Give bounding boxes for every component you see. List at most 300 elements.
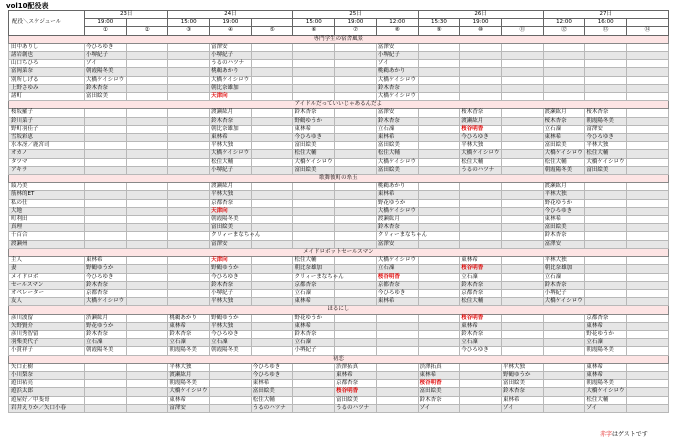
- cast-cell: 富田絵美: [210, 224, 252, 232]
- cast-cell: 小堺紀子: [376, 52, 418, 60]
- time-header: 19:00: [85, 19, 127, 27]
- show-number: ⑥: [293, 27, 335, 35]
- cast-cell: [293, 371, 335, 379]
- cast-cell: 朝比奈雄加: [293, 265, 335, 273]
- cast-cell: [126, 158, 168, 166]
- cast-cell: [126, 216, 168, 224]
- cast-cell: [418, 273, 460, 281]
- cast-cell: [418, 330, 460, 338]
- cast-cell: [501, 314, 543, 322]
- cast-cell: [501, 142, 543, 150]
- cast-cell: [418, 134, 460, 142]
- cast-cell: 野鶴ゆうか: [293, 117, 335, 125]
- cast-cell: [501, 281, 543, 289]
- cast-cell: 小堺紀子: [210, 52, 252, 60]
- cast-cell: 大橋ケイシロウ: [293, 158, 335, 166]
- cast-cell: 東林希: [376, 134, 418, 142]
- cast-cell: [85, 109, 127, 117]
- cast-cell: [251, 84, 293, 92]
- cast-cell: [168, 232, 210, 240]
- cast-row: [9, 281, 669, 289]
- cast-cell: 松住大輔: [585, 396, 627, 404]
- cast-cell: [335, 158, 377, 166]
- cast-cell: [501, 183, 543, 191]
- cast-cell: [335, 265, 377, 273]
- cast-row: [9, 93, 669, 101]
- cast-cell: [335, 216, 377, 224]
- cast-cell: [85, 166, 127, 174]
- cast-row: [9, 117, 669, 125]
- cast-cell: [501, 265, 543, 273]
- cast-cell: クリィーまなちゃん: [294, 273, 344, 280]
- cast-cell: 東林希: [335, 371, 377, 379]
- cast-cell: [168, 142, 210, 150]
- cast-cell: 平林大独: [168, 363, 210, 371]
- cast-cell: [126, 68, 168, 76]
- cast-cell: [293, 224, 335, 232]
- cast-cell: 富澤安: [168, 404, 210, 412]
- cast-cell: [460, 380, 502, 388]
- cast-cell: [251, 199, 293, 207]
- show-number: ⑦: [335, 27, 377, 35]
- cast-cell: [251, 322, 293, 330]
- cast-cell: 渡瀬紘月: [543, 109, 585, 117]
- role-name: 田中ありし: [9, 43, 85, 51]
- time-header: [627, 19, 669, 27]
- cast-cell: [501, 322, 543, 330]
- cast-cell: 富田絵美: [376, 142, 418, 150]
- cast-cell: [376, 388, 418, 396]
- cast-cell: 小堺紀子: [210, 166, 252, 174]
- cast-cell: 大橋ケイシロウ: [460, 150, 502, 158]
- role-name: 遊屋好／甲斐哥: [9, 396, 85, 404]
- cast-cell: [335, 207, 377, 215]
- cast-cell: [251, 330, 293, 338]
- cast-cell: [251, 109, 293, 117]
- show-number: ⑬: [585, 27, 627, 35]
- cast-cell: 東林希: [168, 396, 210, 404]
- cast-cell: 鈴木杏奈: [418, 396, 460, 404]
- cast-cell: [543, 330, 585, 338]
- cast-cell: [335, 93, 377, 101]
- cast-cell: 渡瀬紘月: [210, 109, 252, 117]
- cast-cell: 今ひろゆき: [85, 273, 127, 281]
- role-name: 友人: [9, 298, 85, 306]
- cast-cell: 東林希: [501, 396, 543, 404]
- cast-cell: [501, 117, 543, 125]
- cast-cell: クリィーまなちゃん: [211, 232, 261, 239]
- cast-cell: [85, 224, 127, 232]
- cast-cell: 天津向: [210, 257, 252, 265]
- cast-cell: 桜谷明香: [376, 273, 418, 281]
- cast-cell: [460, 363, 502, 371]
- cast-cell: 立石凜: [168, 339, 210, 347]
- cast-cell: [85, 363, 127, 371]
- cast-cell: [168, 199, 210, 207]
- cast-cell: 鈴木杏奈: [210, 281, 252, 289]
- cast-cell: [501, 93, 543, 101]
- cast-cell: 朝霞陽冬美: [585, 347, 627, 355]
- cast-cell: [126, 404, 168, 412]
- cast-cell: 渡瀬紘月: [543, 183, 585, 191]
- show-number: ①: [85, 27, 127, 35]
- cast-cell: [251, 76, 293, 84]
- cast-cell: [126, 330, 168, 338]
- role-name: 千百合: [9, 232, 85, 240]
- cast-cell: [627, 265, 669, 273]
- cast-cell: [168, 289, 210, 297]
- cast-cell: [85, 396, 127, 404]
- cast-cell: [168, 76, 210, 84]
- cast-cell: [126, 371, 168, 379]
- cast-cell: [168, 84, 210, 92]
- time-header: 15:00: [293, 19, 335, 27]
- cast-cell: [168, 150, 210, 158]
- cast-cell: [501, 52, 543, 60]
- cast-cell: [543, 339, 585, 347]
- cast-cell: [585, 257, 627, 265]
- cast-cell: [501, 166, 543, 174]
- cast-cell: [460, 60, 502, 68]
- cast-cell: [168, 273, 210, 281]
- cast-row: [9, 396, 669, 404]
- cast-cell: [627, 84, 669, 92]
- role-name: 妻: [9, 265, 85, 273]
- cast-cell: [126, 257, 168, 265]
- cast-cell: ゾイ: [501, 404, 543, 412]
- cast-cell: [168, 265, 210, 273]
- cast-cell: 野花ゆうか: [543, 199, 585, 207]
- cast-cell: 平林大独: [210, 142, 252, 150]
- cast-cell: [418, 150, 460, 158]
- cast-cell: [293, 232, 335, 240]
- role-name: 諸町: [9, 93, 85, 101]
- show-number: ⑭: [627, 27, 669, 35]
- cast-cell: 野花ゆうか: [376, 199, 418, 207]
- cast-cell: [251, 216, 293, 224]
- show-number: ⑫: [543, 27, 585, 35]
- section-title: アイドルだっていいじゃあるんだよ: [9, 101, 669, 109]
- cast-cell: [460, 207, 502, 215]
- cast-cell: [85, 380, 127, 388]
- cast-cell: 朝霞陽冬美: [85, 347, 127, 355]
- cast-cell: [85, 134, 127, 142]
- cast-cell: [501, 289, 543, 297]
- cast-cell: 東林希: [543, 134, 585, 142]
- cast-cell: [376, 371, 418, 379]
- role-name: 岩井えりか／矢口小春: [9, 404, 85, 412]
- cast-cell: [501, 109, 543, 117]
- cast-cell: [460, 240, 502, 248]
- section-title: 専門学生の宿舎風景: [9, 35, 669, 43]
- cast-cell: 東林希: [210, 134, 252, 142]
- cast-cell: [627, 396, 669, 404]
- cast-cell: [627, 314, 669, 322]
- cast-cell: 富澤安: [543, 240, 585, 248]
- cast-cell: [251, 52, 293, 60]
- cast-cell: [251, 43, 293, 51]
- cast-cell: 今ひろゆき: [251, 371, 293, 379]
- cast-cell: [418, 240, 460, 248]
- cast-cell: [335, 224, 377, 232]
- cast-cell: [126, 191, 168, 199]
- cast-cell: 朝霞陽冬美: [85, 68, 127, 76]
- cast-cell: [543, 322, 585, 330]
- cast-cell: [126, 232, 168, 240]
- cast-cell: 富澤安: [585, 125, 627, 133]
- section-header-row: [9, 306, 669, 314]
- cast-cell: [460, 191, 502, 199]
- time-header: [126, 19, 168, 27]
- cast-cell: [126, 84, 168, 92]
- cast-cell: [85, 216, 127, 224]
- cast-cell: 朝霞陽冬美: [585, 380, 627, 388]
- cast-cell: 東林希: [460, 322, 502, 330]
- cast-cell: [627, 347, 669, 355]
- cast-cell: [168, 216, 210, 224]
- cast-cell: [335, 134, 377, 142]
- role-name: 野町羽佳子: [9, 125, 85, 133]
- cast-cell: [293, 207, 335, 215]
- role-name: 別所しげる: [9, 76, 85, 84]
- cast-row: [9, 240, 669, 248]
- cast-row: [9, 84, 669, 92]
- cast-cell: [627, 380, 669, 388]
- cast-cell: [85, 404, 127, 412]
- cast-cell: [627, 388, 669, 396]
- cast-cell: [293, 363, 335, 371]
- cast-cell: [418, 117, 460, 125]
- cast-row: [9, 404, 669, 412]
- cast-row: [9, 224, 669, 232]
- cast-cell: [585, 298, 627, 306]
- cast-cell: [126, 281, 168, 289]
- time-header: 19:00: [335, 19, 377, 27]
- cast-cell: [627, 150, 669, 158]
- cast-cell: [168, 281, 210, 289]
- cast-cell: 立石凜: [585, 339, 627, 347]
- cast-cell: 大橋ケイシロウ: [210, 150, 252, 158]
- date-header: 25日: [293, 11, 418, 19]
- cast-cell: [126, 60, 168, 68]
- cast-row: [9, 183, 669, 191]
- section-header-row: [9, 175, 669, 183]
- cast-cell: [627, 330, 669, 338]
- cast-cell: [627, 68, 669, 76]
- cast-cell: [293, 93, 335, 101]
- cast-cell: [585, 52, 627, 60]
- cast-cell: [293, 68, 335, 76]
- cast-cell: [293, 216, 335, 224]
- cast-cell: [543, 380, 585, 388]
- cast-row: [9, 216, 669, 224]
- cast-cell: [168, 125, 210, 133]
- role-name: 小賞祥子: [9, 347, 85, 355]
- cast-cell: 桃鵜あかり: [376, 68, 418, 76]
- cast-cell: [543, 314, 585, 322]
- section-title: ほるにし: [9, 306, 669, 314]
- cast-cell: [85, 117, 127, 125]
- role-name: 桜坂羅子: [9, 109, 85, 117]
- role-name: 矢野賢介: [9, 322, 85, 330]
- cast-cell: [418, 216, 460, 224]
- section-title: 初恋: [9, 355, 669, 363]
- role-name: 小川梨奈: [9, 371, 85, 379]
- cast-cell: [251, 150, 293, 158]
- cast-cell: 東林希: [585, 363, 627, 371]
- cast-row: [9, 158, 669, 166]
- cast-cell: 大橋ケイシロウ: [376, 158, 418, 166]
- cast-cell: [585, 76, 627, 84]
- cast-cell: [543, 396, 585, 404]
- cast-cell: [543, 52, 585, 60]
- cast-cell: [585, 43, 627, 51]
- cast-cell: 大橋ケイシロウ: [543, 150, 585, 158]
- cast-cell: [585, 93, 627, 101]
- cast-cell: 大橋ケイシロウ: [376, 257, 418, 265]
- cast-cell: [335, 240, 377, 248]
- cast-cell: [460, 404, 502, 412]
- cast-cell: [501, 84, 543, 92]
- cast-cell: [251, 224, 293, 232]
- cast-cell: 松住大輔: [460, 298, 502, 306]
- cast-cell: [126, 339, 168, 347]
- cast-row: [9, 347, 669, 355]
- cast-cell: [293, 183, 335, 191]
- cast-cell: 立石凜: [460, 339, 502, 347]
- cast-cell: 鈴木杏奈: [543, 232, 585, 240]
- date-header: 27日: [543, 11, 668, 19]
- cast-cell: 渋澤拓真: [418, 363, 460, 371]
- cast-cell: [501, 232, 543, 240]
- cast-cell: [585, 60, 627, 68]
- cast-cell: [418, 191, 460, 199]
- cast-cell: [126, 76, 168, 84]
- cast-cell: [85, 183, 127, 191]
- cast-cell: [251, 125, 293, 133]
- cast-cell: [251, 273, 293, 281]
- cast-cell: [418, 52, 460, 60]
- cast-cell: [335, 84, 377, 92]
- time-header: [501, 19, 543, 27]
- cast-cell: [460, 216, 502, 224]
- cast-cell: [460, 232, 502, 240]
- show-number: ④: [210, 27, 252, 35]
- cast-cell: 桃鵜あかり: [376, 183, 418, 191]
- cast-cell: [251, 314, 293, 322]
- cast-cell: [627, 240, 669, 248]
- cast-cell: [627, 166, 669, 174]
- cast-cell: [627, 281, 669, 289]
- cast-cell: [85, 150, 127, 158]
- cast-cell: [293, 60, 335, 68]
- cast-cell: [418, 224, 460, 232]
- cast-cell: [335, 166, 377, 174]
- cast-cell: [543, 404, 585, 412]
- cast-cell: [627, 60, 669, 68]
- cast-cell: [126, 289, 168, 297]
- cast-cell: [627, 322, 669, 330]
- cast-row: [9, 322, 669, 330]
- cast-cell: [585, 199, 627, 207]
- cast-row: [9, 371, 669, 379]
- cast-cell: [293, 404, 335, 412]
- cast-cell: 朝霞陽冬美: [168, 380, 210, 388]
- cast-cell: [251, 298, 293, 306]
- cast-cell: [85, 371, 127, 379]
- cast-cell: [126, 240, 168, 248]
- show-number: ③: [168, 27, 210, 35]
- cast-cell: [335, 191, 377, 199]
- cast-cell: [126, 183, 168, 191]
- cast-cell: [168, 224, 210, 232]
- cast-cell: 富田絵美: [418, 388, 460, 396]
- cast-cell: [585, 207, 627, 215]
- cast-cell: [251, 191, 293, 199]
- cast-cell: [335, 289, 377, 297]
- cast-cell: [418, 166, 460, 174]
- cast-cell: 桃鵜あかり: [210, 68, 252, 76]
- cast-cell: [335, 142, 377, 150]
- cast-row: [9, 142, 669, 150]
- guest-legend-red: 赤字: [600, 431, 613, 438]
- cast-cell: 渡瀬紘月: [168, 371, 210, 379]
- cast-cell: [376, 380, 418, 388]
- cast-cell: [460, 52, 502, 60]
- cast-cell: [251, 158, 293, 166]
- cast-cell: 立石凜: [293, 289, 335, 297]
- cast-cell: [85, 191, 127, 199]
- role-name: タツマ: [9, 158, 85, 166]
- cast-cell: [460, 224, 502, 232]
- cast-cell: 鈴木杏奈: [168, 330, 210, 338]
- role-name: 大地: [9, 207, 85, 215]
- role-name: 町利田: [9, 216, 85, 224]
- cast-cell: 朝比奈雄加: [210, 125, 252, 133]
- cast-cell: 富澤安: [376, 43, 418, 51]
- cast-row: [9, 388, 669, 396]
- cast-cell: [627, 224, 669, 232]
- cast-cell: 桜谷明香: [460, 265, 502, 273]
- cast-row: [9, 257, 669, 265]
- cast-cell: ゾイ: [85, 60, 127, 68]
- cast-cell: [543, 60, 585, 68]
- cast-cell: [460, 76, 502, 84]
- cast-cell: [126, 265, 168, 273]
- cast-cell: 松住大輔: [210, 158, 252, 166]
- role-name: 私の仕: [9, 199, 85, 207]
- role-name: アキラ: [9, 166, 85, 174]
- cast-cell: [501, 125, 543, 133]
- cast-cell: [418, 109, 460, 117]
- cast-cell: 立石凜: [543, 273, 585, 281]
- cast-cell: [168, 109, 210, 117]
- role-name: 彦川波留: [9, 314, 85, 322]
- cast-cell: [168, 158, 210, 166]
- cast-cell: [501, 68, 543, 76]
- cast-cell: [335, 347, 377, 355]
- cast-cell: 東林希: [293, 125, 335, 133]
- cast-cell: [251, 134, 293, 142]
- cast-cell: [168, 68, 210, 76]
- cast-cell: [335, 199, 377, 207]
- cast-cell: 鈴木杏奈: [460, 330, 502, 338]
- cast-cell: [460, 43, 502, 51]
- cast-cell: [418, 183, 460, 191]
- cast-cell: [627, 199, 669, 207]
- cast-cell: 京都杏奈: [293, 281, 335, 289]
- cast-cell: [543, 347, 585, 355]
